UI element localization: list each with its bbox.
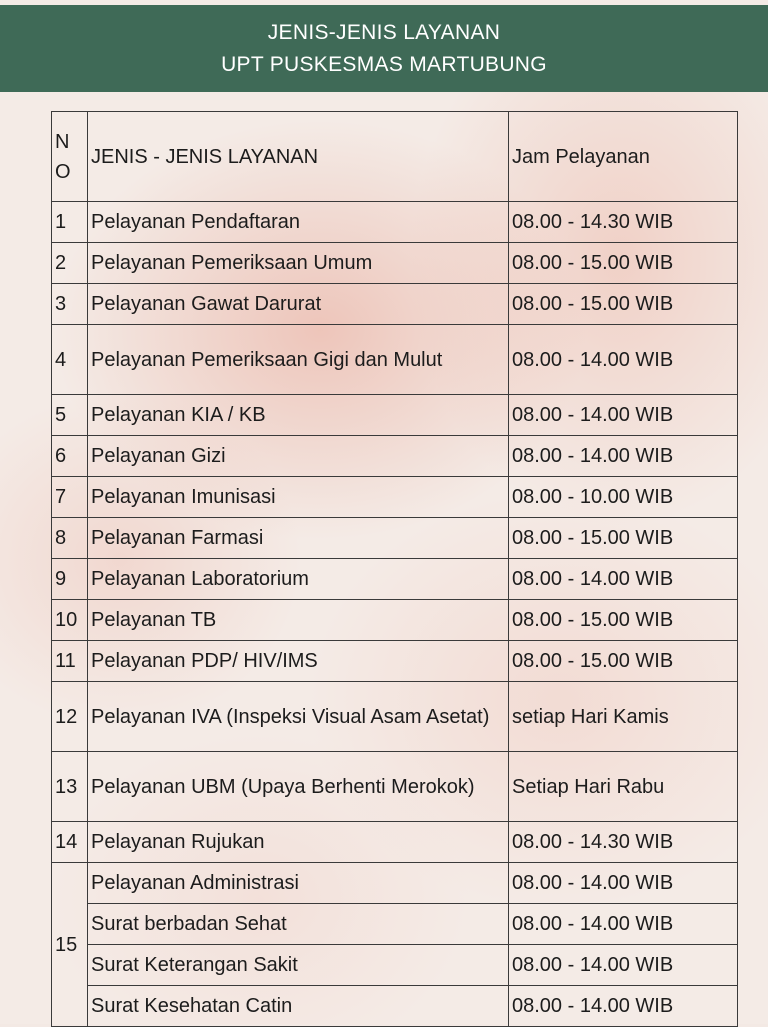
table-row [52, 904, 738, 945]
row-no: 8 [52, 518, 88, 559]
row-no: 6 [52, 436, 88, 477]
row-no: 13 [52, 752, 88, 822]
row-no: 3 [52, 284, 88, 325]
row-service: Pelayanan Gizi [88, 436, 509, 477]
table-header-row [52, 112, 738, 202]
row-service: Pelayanan Rujukan [88, 822, 509, 863]
row-hours: 08.00 - 14.00 WIB [509, 986, 738, 1027]
row-hours: 08.00 - 14.00 WIB [509, 863, 738, 904]
table-row [52, 325, 738, 395]
row-hours: setiap Hari Kamis [509, 682, 738, 752]
row-no: 2 [52, 243, 88, 284]
row-service: Pelayanan PDP/ HIV/IMS [88, 641, 509, 682]
table-row [52, 395, 738, 436]
row-hours: 08.00 - 10.00 WIB [509, 477, 738, 518]
row-hours: 08.00 - 15.00 WIB [509, 284, 738, 325]
header-hours: Jam Pelayanan [509, 112, 738, 202]
table-row [52, 822, 738, 863]
row-no: 9 [52, 559, 88, 600]
table-row [52, 559, 738, 600]
table-row [52, 863, 738, 904]
header-service: JENIS - JENIS LAYANAN [88, 112, 509, 202]
row-service: Pelayanan Laboratorium [88, 559, 509, 600]
row-hours: 08.00 - 14.00 WIB [509, 325, 738, 395]
table-row [52, 284, 738, 325]
row-no: 12 [52, 682, 88, 752]
row-service: Pelayanan Gawat Darurat [88, 284, 509, 325]
table-row [52, 436, 738, 477]
table-row [52, 986, 738, 1027]
table-row [52, 600, 738, 641]
table-row [52, 641, 738, 682]
row-service: Pelayanan Pemeriksaan Umum [88, 243, 509, 284]
row-service: Surat Kesehatan Catin [88, 986, 509, 1027]
table-row [52, 682, 738, 752]
row-no: 10 [52, 600, 88, 641]
row-no: 1 [52, 202, 88, 243]
row-service: Pelayanan Farmasi [88, 518, 509, 559]
row-no: 5 [52, 395, 88, 436]
table-row [52, 202, 738, 243]
page-subtitle: UPT PUSKESMAS MARTUBUNG [221, 52, 547, 76]
row-hours: 08.00 - 14.00 WIB [509, 559, 738, 600]
table-row [52, 243, 738, 284]
row-hours: 08.00 - 14.00 WIB [509, 436, 738, 477]
row-hours: 08.00 - 15.00 WIB [509, 641, 738, 682]
header-no: N O [52, 112, 88, 202]
header-banner [0, 5, 768, 92]
row-service: Pelayanan Pemeriksaan Gigi dan Mulut [88, 325, 509, 395]
row-hours: 08.00 - 15.00 WIB [509, 600, 738, 641]
row-hours: Setiap Hari Rabu [509, 752, 738, 822]
row-service: Pelayanan Administrasi [88, 863, 509, 904]
row-service: Pelayanan TB [88, 600, 509, 641]
row-no: 7 [52, 477, 88, 518]
row-hours: 08.00 - 14.00 WIB [509, 945, 738, 986]
table-row [52, 945, 738, 986]
row-no: 14 [52, 822, 88, 863]
services-table [51, 111, 738, 1027]
table-row [52, 518, 738, 559]
row-hours: 08.00 - 14.30 WIB [509, 822, 738, 863]
row-no: 11 [52, 641, 88, 682]
table-row [52, 752, 738, 822]
row-service: Surat berbadan Sehat [88, 904, 509, 945]
row-hours: 08.00 - 15.00 WIB [509, 243, 738, 284]
table-row [52, 477, 738, 518]
row-service: Pelayanan UBM (Upaya Berhenti Merokok) [88, 752, 509, 822]
row-hours: 08.00 - 14.30 WIB [509, 202, 738, 243]
row-no: 4 [52, 325, 88, 395]
row-service: Pelayanan Pendaftaran [88, 202, 509, 243]
row-service: Pelayanan KIA / KB [88, 395, 509, 436]
row-service: Pelayanan Imunisasi [88, 477, 509, 518]
page-title: JENIS-JENIS LAYANAN [267, 20, 501, 44]
row-hours: 08.00 - 15.00 WIB [509, 518, 738, 559]
row-hours: 08.00 - 14.00 WIB [509, 395, 738, 436]
row-service: Surat Keterangan Sakit [88, 945, 509, 986]
row-no-group: 15 [52, 863, 88, 1027]
row-service: Pelayanan IVA (Inspeksi Visual Asam Asetat) [88, 682, 509, 752]
row-hours: 08.00 - 14.00 WIB [509, 904, 738, 945]
